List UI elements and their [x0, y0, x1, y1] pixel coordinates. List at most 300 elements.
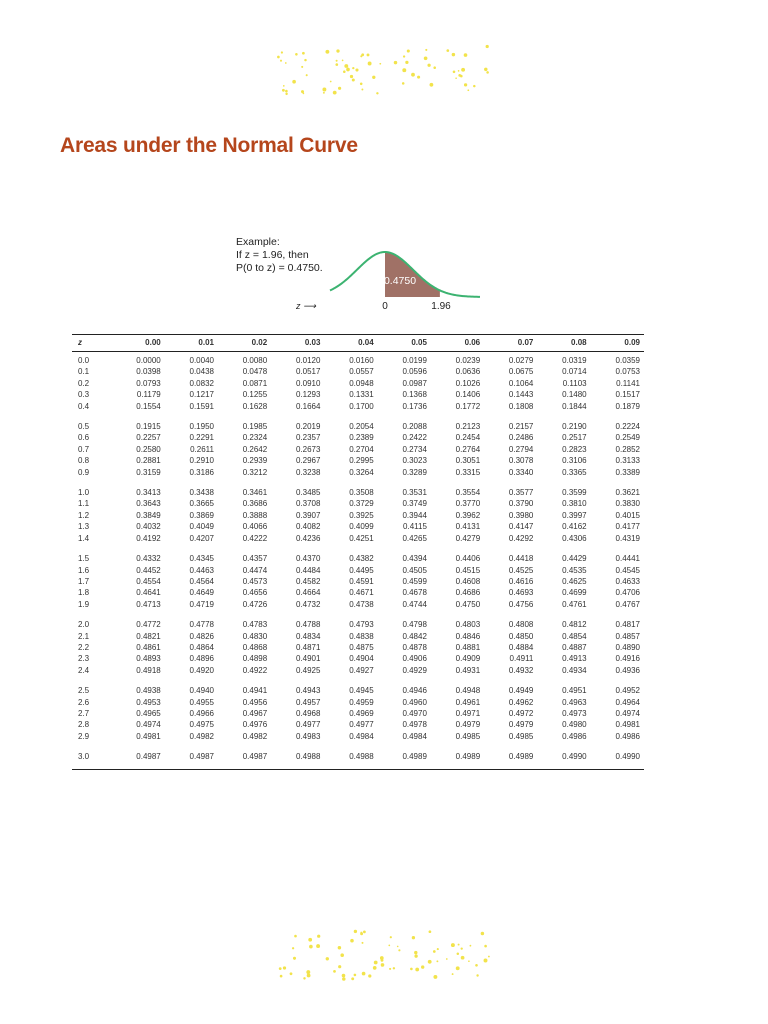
decorative-dot — [323, 92, 325, 94]
area-cell: 0.4032 — [136, 522, 161, 532]
area-cell: 0.1179 — [136, 390, 161, 400]
area-cell: 0.3577 — [508, 488, 534, 498]
area-cell: 0.2357 — [295, 433, 321, 443]
area-cell: 0.4884 — [508, 642, 534, 652]
area-cell: 0.0636 — [455, 367, 481, 377]
area-cell: 0.4798 — [402, 620, 427, 630]
decorative-dot — [475, 964, 478, 967]
table-row — [72, 521, 644, 532]
area-cell: 0.2580 — [136, 444, 161, 454]
area-cell: 0.2422 — [402, 433, 427, 443]
column-header: 0.07 — [484, 335, 537, 352]
area-cell: 0.4984 — [402, 731, 427, 741]
group-spacer — [72, 742, 644, 751]
area-cell: 0.3869 — [189, 510, 214, 520]
table-row — [72, 576, 644, 587]
decorative-dot — [306, 74, 308, 76]
area-cell: 0.4850 — [508, 631, 534, 641]
decorative-dot — [322, 88, 326, 92]
area-cell: 0.0714 — [562, 367, 587, 377]
area-cell: 0.1879 — [615, 401, 640, 411]
area-cell: 0.4750 — [455, 599, 481, 609]
decorative-dot — [368, 974, 371, 977]
area-cell: 0.3389 — [615, 467, 640, 477]
decorative-dot — [361, 89, 363, 91]
decorative-dot — [336, 60, 338, 62]
area-cell: 0.4066 — [242, 522, 268, 532]
decorative-dot — [372, 76, 375, 79]
decorative-dot — [470, 945, 472, 947]
area-cell: 0.4868 — [242, 642, 268, 652]
area-cell: 0.0438 — [189, 367, 214, 377]
area-cell: 0.4945 — [349, 686, 374, 696]
area-cell: 0.4893 — [136, 654, 161, 664]
z-table — [72, 334, 644, 770]
area-cell: 0.4484 — [295, 565, 321, 575]
area-cell: 0.4931 — [455, 665, 481, 675]
decorative-dot — [452, 973, 454, 975]
decorative-dot — [464, 83, 467, 86]
area-cell: 0.4963 — [562, 697, 587, 707]
decorative-dot — [461, 68, 465, 72]
normal-curve-diagram — [290, 240, 490, 315]
area-cell: 0.4901 — [295, 654, 321, 664]
table-row — [72, 378, 644, 389]
area-cell: 0.4838 — [349, 631, 374, 641]
area-cell: 0.4986 — [615, 731, 640, 741]
z-value-cell: 0.6 — [78, 433, 90, 443]
area-cell: 0.4964 — [615, 697, 640, 707]
area-cell: 0.2190 — [562, 422, 587, 432]
table-body — [72, 352, 644, 770]
area-cell: 0.3365 — [562, 467, 587, 477]
area-cell: 0.3849 — [136, 510, 161, 520]
area-cell: 0.4971 — [455, 708, 481, 718]
area-cell: 0.4989 — [378, 751, 431, 769]
area-cell: 0.3888 — [242, 510, 268, 520]
decorative-dot — [458, 944, 460, 946]
area-cell: 0.4535 — [562, 565, 587, 575]
decorative-dot — [476, 974, 478, 976]
decorative-dots-top — [270, 40, 500, 100]
area-cell: 0.4207 — [189, 533, 214, 543]
z-value-cell: 2.4 — [78, 665, 90, 675]
area-cell: 0.3643 — [136, 499, 161, 509]
table-row — [72, 498, 644, 509]
area-cell: 0.4896 — [189, 654, 214, 664]
decorative-dot — [390, 936, 392, 938]
z-value-cell: 3.0 — [72, 751, 112, 769]
area-cell: 0.4251 — [349, 533, 374, 543]
decorative-dot — [460, 75, 463, 78]
decorative-dot — [326, 957, 329, 960]
area-cell: 0.4115 — [403, 522, 427, 532]
area-cell: 0.4968 — [295, 708, 321, 718]
decorative-dot — [379, 63, 381, 65]
area-cell: 0.4980 — [562, 720, 587, 730]
area-cell: 0.4236 — [295, 533, 321, 543]
area-cell: 0.4857 — [615, 631, 640, 641]
z-axis-label: z ⟶ — [296, 301, 316, 311]
area-cell: 0.4973 — [562, 708, 587, 718]
area-cell: 0.4756 — [508, 599, 534, 609]
decorative-dot — [488, 956, 490, 958]
decorative-dot — [279, 967, 282, 970]
area-cell: 0.0359 — [615, 356, 640, 365]
area-cell: 0.2157 — [508, 422, 534, 432]
decorative-dot — [458, 70, 460, 72]
decorative-dot — [486, 71, 489, 74]
area-cell: 0.4744 — [402, 599, 427, 609]
area-cell: 0.3023 — [402, 456, 427, 466]
area-cell: 0.4441 — [615, 554, 640, 564]
z-value-cell: 0.7 — [78, 444, 90, 454]
area-cell: 0.3212 — [242, 467, 268, 477]
decorative-dot — [403, 55, 405, 57]
area-cell: 0.4463 — [189, 565, 214, 575]
column-header: 0.04 — [324, 335, 377, 352]
decorative-dot — [280, 60, 282, 62]
spacer-cell — [72, 610, 644, 619]
area-cell: 0.1844 — [562, 401, 587, 411]
decorative-dot — [397, 946, 399, 948]
decorative-dot — [354, 930, 357, 933]
area-cell: 0.4616 — [508, 576, 534, 586]
table-row — [72, 432, 644, 443]
area-cell: 0.4941 — [242, 686, 268, 696]
area-cell: 0.4525 — [508, 565, 534, 575]
area-cell: 0.0793 — [136, 378, 161, 388]
decorative-dot — [285, 93, 287, 95]
area-cell: 0.4812 — [562, 620, 587, 630]
area-cell: 0.4678 — [402, 588, 427, 598]
area-cell: 0.4826 — [189, 631, 214, 641]
decorative-dot — [316, 944, 320, 948]
decorative-dot — [468, 960, 470, 962]
area-cell: 0.3413 — [136, 488, 161, 498]
table-row — [72, 553, 644, 564]
area-cell: 0.4918 — [136, 665, 161, 675]
area-cell: 0.4960 — [402, 697, 427, 707]
area-cell: 0.3315 — [455, 467, 481, 477]
decorative-dot — [451, 943, 455, 947]
area-cell: 0.4418 — [508, 554, 534, 564]
decorative-dot — [446, 958, 448, 960]
area-cell: 0.0832 — [189, 378, 214, 388]
decorative-dot — [456, 966, 460, 970]
area-cell: 0.4147 — [508, 522, 534, 532]
area-cell: 0.4925 — [295, 665, 321, 675]
decorative-dot — [402, 68, 406, 72]
area-cell: 0.3485 — [295, 488, 321, 498]
area-cell: 0.4984 — [349, 731, 374, 741]
area-cell: 0.4913 — [562, 654, 587, 664]
decorative-dot — [285, 62, 287, 64]
area-cell: 0.3790 — [508, 499, 534, 509]
area-cell: 0.4898 — [242, 654, 268, 664]
group-spacer — [72, 610, 644, 619]
z-column-header: z — [72, 335, 112, 352]
table-row — [72, 642, 644, 653]
area-cell: 0.4641 — [136, 588, 161, 598]
decorative-dot — [411, 73, 415, 77]
area-cell: 0.4719 — [189, 599, 214, 609]
area-cell: 0.2611 — [190, 444, 214, 454]
column-header: 0.00 — [112, 335, 165, 352]
decorative-dot — [388, 945, 390, 947]
table-row — [72, 719, 644, 730]
area-cell: 0.1950 — [189, 422, 214, 432]
decorative-dot — [282, 89, 285, 92]
area-cell: 0.2764 — [455, 444, 481, 454]
area-cell: 0.2549 — [615, 433, 640, 443]
decorative-dot — [301, 66, 303, 68]
z-value-cell: 2.8 — [78, 720, 90, 730]
area-cell: 0.4946 — [402, 686, 427, 696]
table-row — [72, 401, 644, 412]
area-cell: 0.1141 — [616, 378, 640, 388]
area-cell: 0.1664 — [295, 401, 321, 411]
area-cell: 0.4890 — [615, 642, 640, 652]
area-cell: 0.1985 — [242, 422, 268, 432]
table-row — [72, 653, 644, 664]
area-cell: 0.4625 — [562, 576, 587, 586]
area-cell: 0.3438 — [189, 488, 214, 498]
z-value-cell: 1.3 — [78, 522, 90, 532]
area-cell: 0.1217 — [189, 390, 214, 400]
area-cell: 0.3159 — [136, 467, 161, 477]
area-cell: 0.1064 — [508, 378, 534, 388]
decorative-dot — [290, 972, 293, 975]
area-cell: 0.0948 — [349, 378, 374, 388]
area-cell: 0.4982 — [242, 731, 268, 741]
area-cell: 0.4699 — [562, 588, 587, 598]
area-cell: 0.4959 — [349, 697, 374, 707]
area-cell: 0.4406 — [455, 554, 481, 564]
area-cell: 0.3531 — [402, 488, 427, 498]
area-cell: 0.4846 — [455, 631, 481, 641]
example-line-1: Example: — [236, 236, 280, 248]
area-cell: 0.4943 — [295, 686, 321, 696]
table-row — [72, 708, 644, 719]
z-value-cell: 1.0 — [78, 488, 90, 498]
area-cell: 0.2088 — [402, 422, 427, 432]
header-row — [72, 335, 644, 352]
decorative-dot — [338, 87, 341, 90]
area-cell: 0.3749 — [402, 499, 427, 509]
area-cell: 0.4864 — [189, 642, 214, 652]
decorative-dot — [295, 53, 298, 56]
column-header: 0.08 — [537, 335, 590, 352]
example-line-2: If z = 1.96, then — [236, 249, 309, 261]
area-cell: 0.4977 — [295, 720, 321, 730]
decorative-dot — [467, 89, 469, 91]
area-cell: 0.4989 — [484, 751, 537, 769]
area-cell: 0.4979 — [455, 720, 481, 730]
z-value-cell: 2.5 — [78, 686, 90, 696]
area-cell: 0.3508 — [349, 488, 374, 498]
area-cell: 0.2454 — [455, 433, 481, 443]
decorative-dot — [333, 970, 336, 973]
area-cell: 0.4948 — [455, 686, 481, 696]
area-cell: 0.0517 — [295, 367, 321, 377]
area-cell: 0.2019 — [295, 422, 321, 432]
area-cell: 0.4608 — [455, 576, 481, 586]
area-cell: 0.0160 — [349, 356, 374, 365]
table-row — [72, 599, 644, 610]
area-cell: 0.3599 — [562, 488, 587, 498]
decorative-dot — [410, 968, 413, 971]
area-cell: 0.4370 — [295, 554, 321, 564]
area-cell: 0.0910 — [295, 378, 321, 388]
area-cell: 0.2704 — [349, 444, 374, 454]
area-cell: 0.4875 — [349, 642, 374, 652]
area-cell: 0.4940 — [189, 686, 214, 696]
area-cell: 0.2673 — [295, 444, 321, 454]
area-cell: 0.4972 — [508, 708, 534, 718]
decorative-dot — [437, 948, 439, 950]
area-cell: 0.4932 — [508, 665, 534, 675]
area-cell: 0.4738 — [349, 599, 374, 609]
area-cell: 0.4582 — [295, 576, 321, 586]
z-value-cell: 1.9 — [78, 599, 90, 609]
z-value-cell: 0.2 — [78, 378, 90, 388]
area-cell: 0.4854 — [562, 631, 587, 641]
table-row — [72, 455, 644, 466]
decorative-dot — [436, 960, 438, 962]
area-cell: 0.4955 — [189, 697, 214, 707]
area-cell: 0.4983 — [295, 731, 321, 741]
decorative-dot — [368, 62, 372, 66]
decorative-dot — [307, 974, 311, 978]
area-cell: 0.4990 — [537, 751, 590, 769]
decorative-dot — [433, 66, 436, 69]
decorative-dot — [343, 70, 346, 73]
area-cell: 0.0557 — [349, 367, 374, 377]
area-cell: 0.3997 — [562, 510, 587, 520]
area-cell: 0.4861 — [136, 642, 161, 652]
example-line-3: P(0 to z) = 0.4750. — [236, 262, 323, 274]
decorative-dot — [414, 954, 417, 957]
area-cell: 0.0675 — [508, 367, 534, 377]
area-cell: 0.0319 — [562, 356, 587, 365]
area-cell: 0.4938 — [136, 686, 161, 696]
decorative-dot — [342, 60, 344, 62]
decorative-dot — [484, 959, 488, 963]
decorative-dot — [421, 965, 424, 968]
area-cell: 0.3186 — [189, 467, 214, 477]
area-cell: 0.1331 — [349, 390, 374, 400]
area-cell: 0.4495 — [349, 565, 374, 575]
area-cell: 0.1406 — [455, 390, 481, 400]
z-value-cell: 0.5 — [78, 422, 90, 432]
area-cell: 0.4332 — [136, 554, 161, 564]
decorative-dot — [352, 67, 354, 69]
area-cell: 0.2823 — [562, 444, 587, 454]
area-cell: 0.0279 — [508, 356, 534, 365]
decorative-dot — [412, 936, 415, 939]
area-cell: 0.1026 — [455, 378, 481, 388]
area-cell: 0.3962 — [455, 510, 481, 520]
area-cell: 0.4808 — [508, 620, 534, 630]
area-cell: 0.3078 — [508, 456, 534, 466]
decorative-dot — [362, 942, 364, 944]
area-cell: 0.4952 — [615, 686, 640, 696]
area-cell: 0.1480 — [562, 390, 587, 400]
area-cell: 0.4981 — [136, 731, 161, 741]
area-cell: 0.4961 — [455, 697, 481, 707]
table-row — [72, 619, 644, 630]
area-cell: 0.4927 — [349, 665, 374, 675]
z-value-cell: 2.6 — [78, 697, 90, 707]
area-cell: 0.4979 — [508, 720, 534, 730]
area-cell: 0.0871 — [242, 378, 268, 388]
area-cell: 0.4922 — [242, 665, 268, 675]
area-cell: 0.2642 — [242, 444, 268, 454]
decorative-dot — [346, 68, 350, 72]
area-cell: 0.4803 — [455, 620, 481, 630]
area-cell: 0.0478 — [242, 367, 268, 377]
table-row — [72, 444, 644, 455]
area-cell: 0.4953 — [136, 697, 161, 707]
table-row — [72, 487, 644, 498]
area-cell: 0.0000 — [136, 356, 161, 365]
decorative-dot — [433, 950, 436, 953]
group-spacer — [72, 676, 644, 685]
decorative-dot — [486, 45, 489, 48]
spacer-cell — [72, 412, 644, 421]
z-value-cell: 0.0 — [78, 356, 90, 365]
decorative-dot — [280, 975, 283, 978]
area-cell: 0.1368 — [402, 390, 427, 400]
area-cell: 0.0199 — [402, 356, 427, 365]
z-value-cell: 0.1 — [78, 367, 90, 377]
area-cell: 0.4986 — [562, 731, 587, 741]
z-value-cell: 2.3 — [78, 654, 90, 664]
decorative-dot — [484, 945, 487, 948]
area-cell: 0.4871 — [295, 642, 321, 652]
area-cell: 0.3554 — [455, 488, 481, 498]
table-row — [72, 665, 644, 676]
area-cell: 0.4887 — [562, 642, 587, 652]
decorative-dot — [277, 56, 280, 59]
area-cell: 0.4783 — [242, 620, 268, 630]
area-cell: 0.4177 — [615, 522, 640, 532]
area-cell: 0.4082 — [295, 522, 321, 532]
area-cell: 0.4987 — [112, 751, 165, 769]
area-cell: 0.4878 — [402, 642, 427, 652]
area-cell: 0.4977 — [349, 720, 374, 730]
area-cell: 0.4732 — [295, 599, 321, 609]
area-cell: 0.4265 — [402, 533, 427, 543]
z-value-cell: 1.5 — [78, 554, 90, 564]
z-value-cell: 2.0 — [78, 620, 90, 630]
area-cell: 0.4988 — [324, 751, 377, 769]
area-cell: 0.0040 — [189, 356, 214, 365]
decorative-dot — [473, 85, 475, 87]
area-cell: 0.4515 — [455, 565, 481, 575]
z-value-cell: 2.1 — [78, 631, 90, 641]
decorative-dot — [389, 968, 391, 970]
area-cell: 0.4162 — [562, 522, 587, 532]
area-cell: 0.4761 — [562, 599, 587, 609]
area-cell: 0.4131 — [455, 522, 481, 532]
area-cell: 0.4989 — [431, 751, 484, 769]
z-value-cell: 1.1 — [78, 499, 90, 509]
area-cell: 0.4793 — [349, 620, 374, 630]
area-cell: 0.4474 — [242, 565, 268, 575]
decorative-dot — [344, 64, 348, 68]
